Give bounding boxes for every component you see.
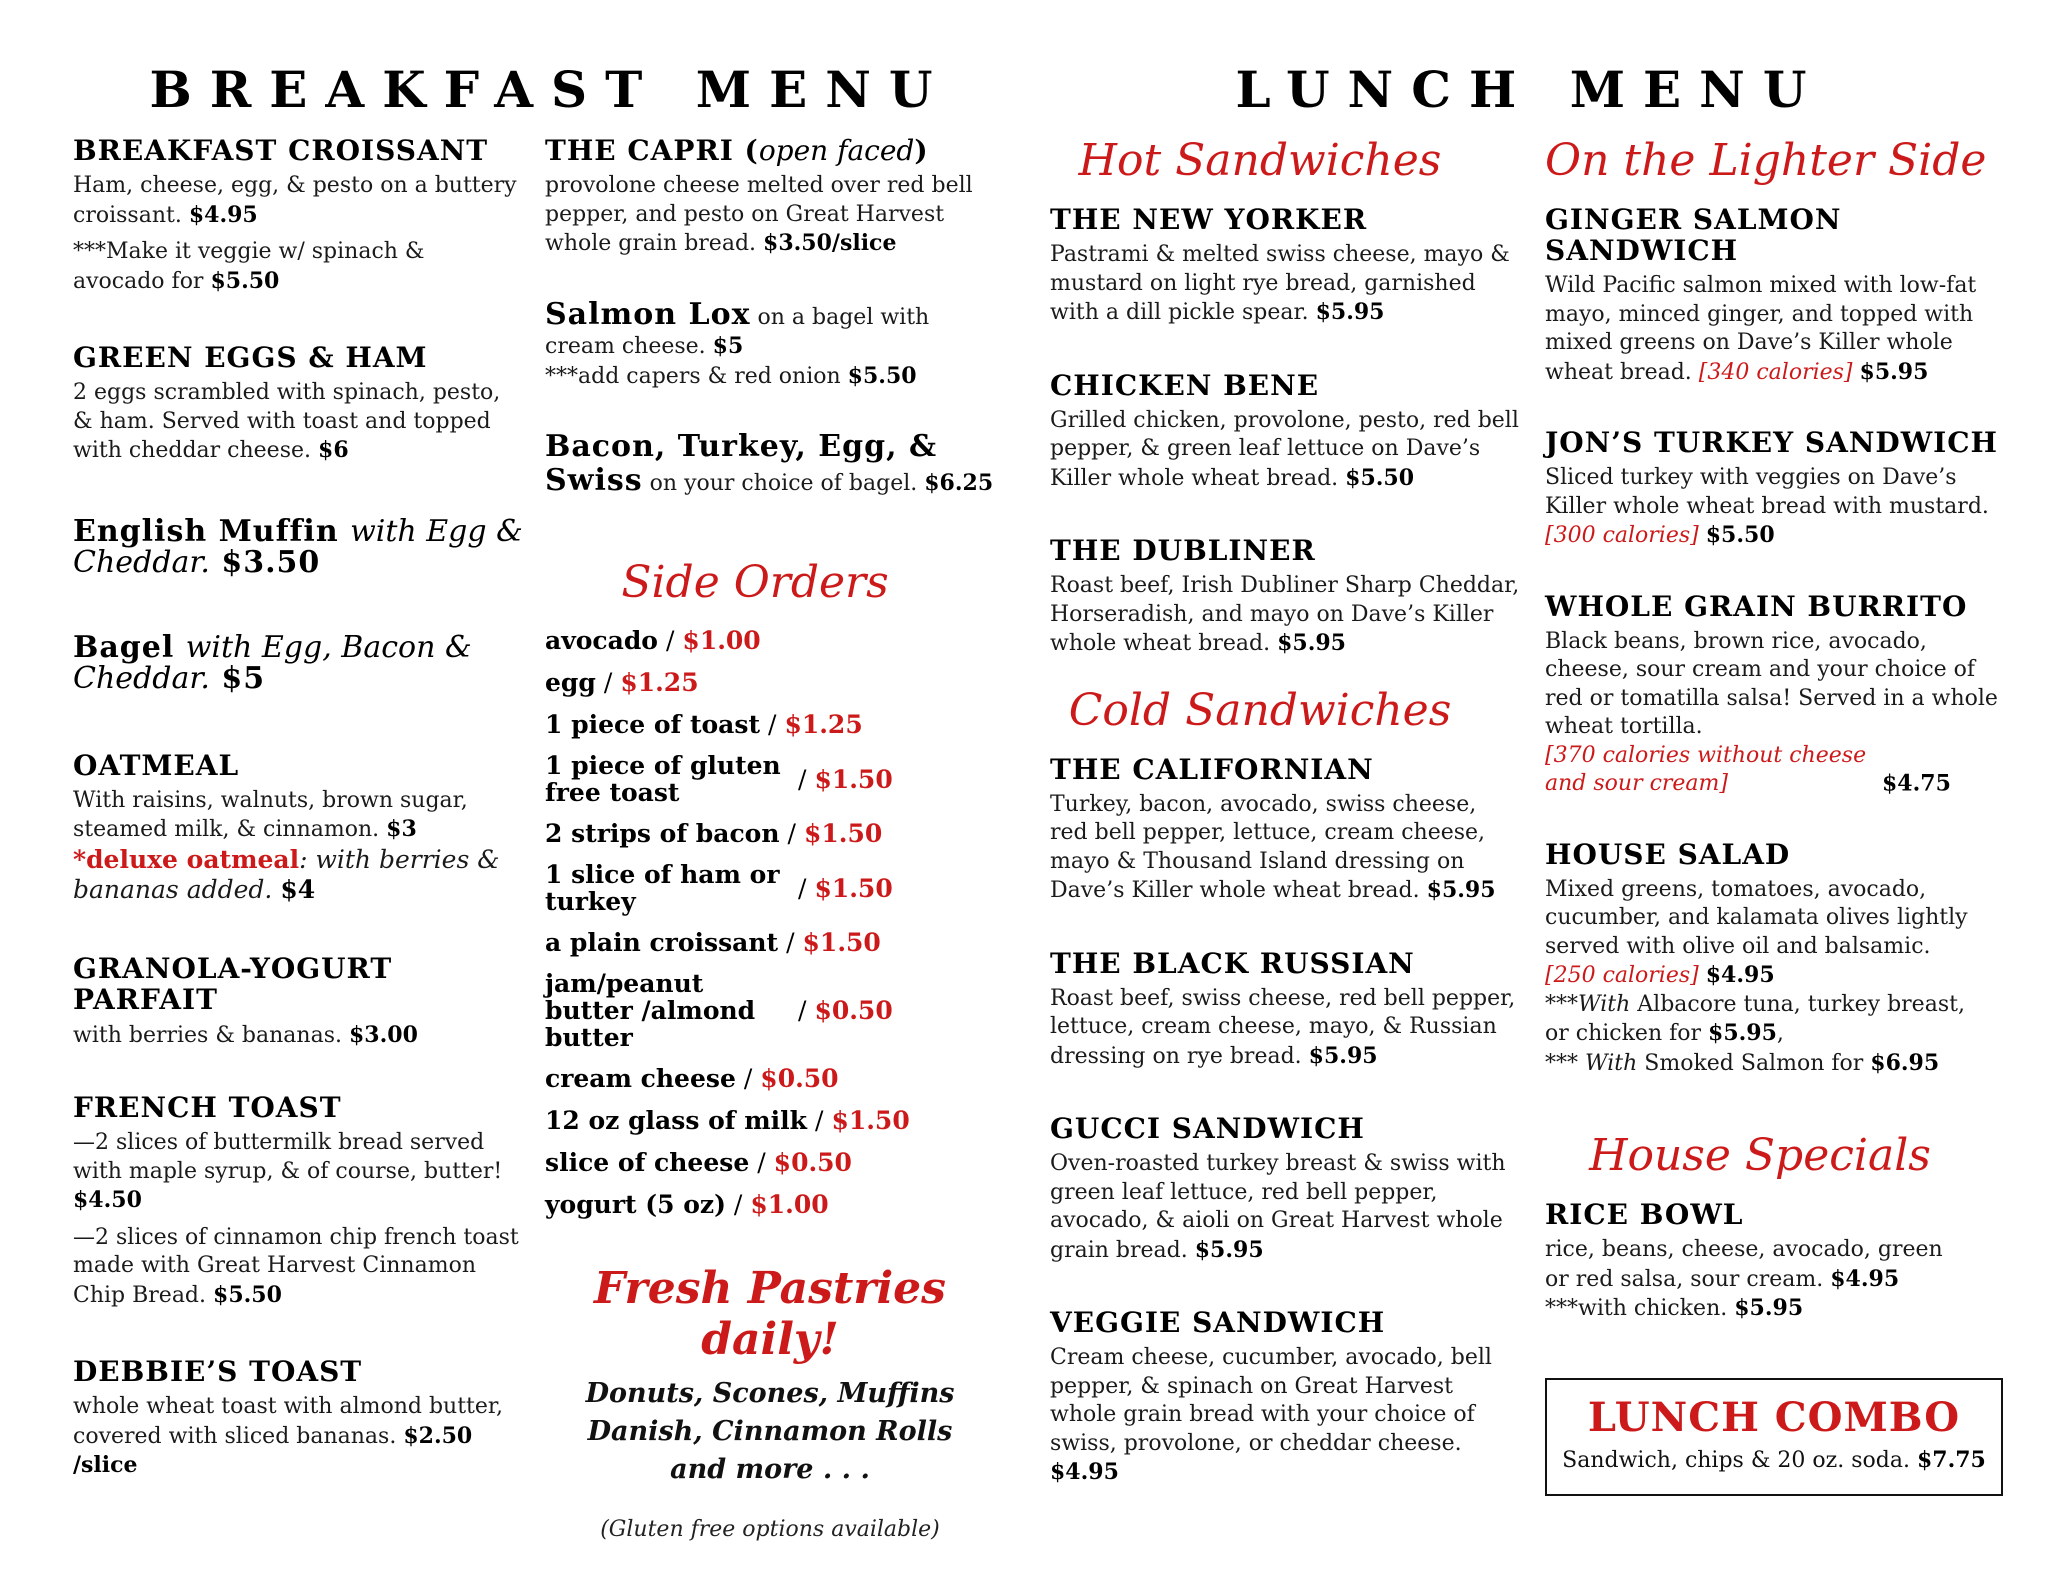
pastries-title: Fresh Pastries daily!: [594, 1263, 946, 1365]
item-desc: Oven-roasted turkey breast & swiss with green leaf lettuce, red bell pepper, avocado, & aioli on Great Harvest whole grain bread.: [1050, 1151, 1506, 1263]
lunch-column-1: [1050, 135, 1520, 1522]
cold-sandwiches-title: Cold Sandwiches: [1068, 684, 1452, 736]
item-price-2: $5.50: [213, 1281, 282, 1308]
item-desc: Turkey, bacon, avocado, swiss cheese, red bell pepper, lettuce, cream cheese, mayo & Thousand Island dressing on Dave’s Killer whole wheat bread.: [1050, 791, 1486, 903]
item-calories: [250 calories]: [1545, 963, 1699, 988]
item-desc: whole wheat toast with almond butter, covered with sliced bananas.: [73, 1394, 504, 1449]
item-name: WHOLE GRAIN BURRITO: [1545, 589, 1968, 623]
side-order-label: yogurt (5 oz): [545, 1190, 726, 1219]
side-order-row: [545, 861, 1005, 915]
side-order-label: slice of cheese: [545, 1148, 750, 1177]
salad-note-1-prefix: ***With: [1545, 991, 1631, 1017]
item-desc: With raisins, walnuts, brown sugar, steamed milk, & cinnamon.: [73, 787, 468, 842]
item-name: FRENCH TOAST: [73, 1091, 342, 1124]
separator: /: [768, 710, 777, 739]
hot-sandwiches-title: Hot Sandwiches: [1078, 135, 1442, 186]
pastry-line: Danish, Cinnamon Rolls: [587, 1416, 953, 1447]
salad-note-2-price: $6.95: [1870, 1049, 1940, 1076]
item-name: BREAKFAST CROISSANT: [73, 134, 489, 167]
menu-item-debbies-toast: [73, 1356, 523, 1481]
item-name: THE CAPRI: [545, 134, 734, 167]
separator: /: [786, 928, 795, 957]
menu-item-salmon-lox: [545, 296, 1005, 392]
menu-item-bagel: [73, 629, 523, 696]
side-order-label: 1 piece of gluten free toast: [545, 751, 781, 807]
side-order-label: egg: [545, 668, 596, 697]
pastries-list: [545, 1375, 995, 1489]
item-name: English Muffin: [73, 513, 339, 549]
separator: /: [743, 1064, 753, 1093]
menu-item-ginger-salmon: [1545, 204, 2015, 387]
item-desc: 2 eggs scrambled with spinach, pesto, & ham. Served with toast and topped with cheddar cheese.: [73, 380, 501, 463]
item-note: ***Make it veggie w/ spinach & avocado for: [73, 239, 425, 294]
side-order-label: a plain croissant: [545, 928, 779, 957]
item-price: $4.95: [1705, 962, 1775, 988]
breakfast-column-2: [545, 135, 1005, 1542]
side-order-price: $0.50: [760, 1064, 839, 1093]
item-name: Salmon Lox: [545, 296, 751, 332]
deluxe-price: $4: [280, 874, 316, 904]
item-desc: Mixed greens, tomatoes, avocado, cucumber, and kalamata olives lightly served with olive oil and balsamic.: [1545, 876, 1968, 959]
menu-item-veggie-sandwich: [1050, 1307, 1520, 1488]
side-order-price: $0.50: [773, 1148, 852, 1177]
item-desc: on a bagel with cream cheese.: [545, 304, 930, 359]
item-price: $5.95: [1315, 299, 1385, 325]
side-order-row: [545, 1190, 1005, 1219]
item-name: THE BLACK RUSSIAN: [1050, 946, 1415, 980]
separator: /: [757, 1148, 766, 1177]
salad-note-1: Albacore tuna, turkey breast, or chicken for: [1545, 991, 1965, 1046]
menu-item-chicken-bene: [1050, 370, 1520, 494]
separator: /: [815, 1106, 824, 1135]
item-price: $6: [318, 437, 349, 463]
menu-item-granola-parfait: [73, 953, 523, 1051]
item-desc: Ham, cheese, egg, & pesto on a buttery croissant.: [73, 173, 517, 228]
menu-item-breakfast-croissant: [73, 135, 523, 296]
item-desc: Sliced turkey with veggies on Dave’s Killer whole wheat bread with mustard.: [1545, 465, 1989, 519]
side-order-price: $1.25: [784, 710, 863, 739]
menu-item-jons-turkey: [1545, 427, 2015, 551]
item-price: $6.25: [924, 470, 994, 496]
item-calories: [300 calories]: [1545, 523, 1699, 548]
item-price: $4.95: [1050, 1459, 1119, 1485]
item-desc: on your choice of bagel.: [649, 471, 918, 496]
item-price: $5.95: [1277, 630, 1346, 656]
item-note-price: $5.50: [847, 362, 917, 389]
item-name: OATMEAL: [73, 748, 240, 782]
item-name-detail: with Egg & Cheddar.: [73, 513, 523, 580]
item-price: $4.50: [73, 1187, 142, 1213]
menu-item-house-salad: HOUSE SALAD Mixed greens, tomatoes, avocado, cucumber, and kalamata olives lightly served with olive oil and balsamic. [250 calories] $4.95 ***With Albacore tuna, turkey breast, or chicken for $5.95, *** With Smoked Salmon for $6.95: [1545, 839, 2015, 1079]
item-name: THE NEW YORKER: [1050, 203, 1368, 236]
item-name: HOUSE SALAD: [1545, 837, 1791, 871]
item-note-price: $5.95: [1734, 1295, 1804, 1321]
separator: /: [798, 873, 807, 903]
side-order-row: [545, 928, 1005, 957]
separator: /: [665, 626, 675, 655]
item-desc: Pastrami & melted swiss cheese, mayo & mustard on light rye bread, garnished with a dill pickle spear.: [1050, 242, 1510, 325]
menu-item-gucci-sandwich: [1050, 1113, 1520, 1265]
side-order-row: [545, 668, 1005, 697]
side-order-row: [545, 970, 1005, 1051]
lunch-menu-title: LUNCH MENU: [1235, 60, 1825, 119]
separator: /: [603, 668, 613, 697]
item-name: CHICKEN BENE: [1050, 368, 1320, 402]
item-calories: [370 calories without cheese and sour cream]: [1545, 742, 1867, 796]
side-order-label: 1 piece of toast: [545, 710, 760, 739]
pastry-line: Donuts, Scones, Muffins: [585, 1378, 955, 1409]
lunch-combo-box: [1545, 1378, 2003, 1496]
item-price: $3.50/slice: [763, 230, 897, 256]
lunch-column-2: [1545, 135, 2015, 1358]
item-name: Bacon, Turkey, Egg, & Swiss: [545, 429, 938, 498]
item-desc: Cream cheese, cucumber, avocado, bell pepper, & spinach on Great Harvest whole grain bread with your choice of swiss, provolone, or cheddar cheese.: [1050, 1345, 1492, 1456]
item-name: DEBBIE’S TOAST: [73, 1355, 363, 1388]
item-desc: rice, beans, cheese, avocado, green or red salsa, sour cream.: [1545, 1237, 1943, 1292]
item-desc: Grilled chicken, provolone, pesto, red bell pepper, & green leaf lettuce on Dave’s Killer whole wheat bread.: [1050, 407, 1519, 491]
menu-item-californian: [1050, 754, 1520, 906]
item-price: $4.95: [188, 201, 258, 228]
deluxe-desc: : with berries & bananas added.: [73, 844, 500, 904]
side-order-row: [545, 1064, 1005, 1093]
salad-note-2-prefix: *** With: [1545, 1050, 1638, 1076]
side-order-row: [545, 710, 1005, 739]
item-price: $5: [712, 333, 744, 359]
side-orders-title: Side Orders: [621, 557, 889, 608]
salad-note-1-price: $5.95: [1708, 1020, 1777, 1046]
separator: /: [733, 1190, 743, 1219]
separator: /: [787, 819, 796, 848]
item-price: $4.75: [1882, 770, 1951, 796]
menu-item-rice-bowl: [1545, 1199, 2015, 1324]
item-name: GREEN EGGS & HAM: [73, 341, 428, 374]
menu-item-new-yorker: [1050, 204, 1520, 328]
separator: /: [798, 764, 807, 794]
item-name: Bagel: [73, 629, 175, 665]
item-name: GUCCI SANDWICH: [1050, 1112, 1365, 1145]
item-price: $5.50: [1345, 464, 1415, 491]
gluten-free-note: (Gluten free options available): [600, 1517, 940, 1542]
item-name: GINGER SALMON SANDWICH: [1545, 203, 1842, 267]
item-price: $2.50 /slice: [73, 1422, 473, 1478]
menu-item-green-eggs-ham: [73, 342, 523, 466]
side-order-price: $1.50: [814, 764, 893, 794]
item-price: $5.95: [1859, 358, 1929, 385]
side-order-label: 1 slice of ham or turkey: [545, 860, 780, 916]
item-price: $3: [386, 816, 417, 842]
side-order-row: [545, 626, 1005, 655]
side-order-label: avocado: [545, 626, 658, 655]
item-name: VEGGIE SANDWICH: [1050, 1306, 1386, 1339]
breakfast-column-1: [73, 135, 523, 1515]
item-price: $5.95: [1194, 1236, 1264, 1263]
side-order-price: $1.00: [682, 626, 761, 655]
salad-note-2: Smoked Salmon for: [1644, 1050, 1864, 1076]
menu-item-whole-grain-burrito: [1545, 591, 2015, 799]
item-desc-2: —2 slices of cinnamon chip french toast made with Great Harvest Cinnamon Chip Bread.: [73, 1224, 519, 1308]
item-price: $3.50: [221, 544, 321, 580]
item-desc: with berries & bananas.: [73, 1022, 342, 1048]
item-name-detail: with Egg, Bacon & Cheddar.: [73, 629, 472, 696]
side-order-price: $1.00: [750, 1190, 829, 1219]
menu-item-the-dubliner: [1050, 535, 1520, 659]
side-order-label: cream cheese: [545, 1064, 736, 1093]
side-order-price: $1.25: [620, 668, 699, 697]
side-order-price: $1.50: [803, 819, 883, 848]
lunch-combo-price: $7.75: [1916, 1447, 1986, 1473]
deluxe-label: *deluxe oatmeal: [73, 844, 300, 874]
lunch-combo-title: LUNCH COMBO: [1587, 1394, 1961, 1441]
item-desc: Wild Pacific salmon mixed with low-fat mayo, minced ginger, and topped with mixed greens on Dave’s Killer whole wheat bread.: [1545, 273, 1977, 385]
item-price: $4.95: [1830, 1265, 1900, 1292]
lighter-side-title: On the Lighter Side: [1545, 135, 1987, 186]
side-order-label: 2 strips of bacon: [545, 819, 780, 848]
item-name: RICE BOWL: [1545, 1198, 1744, 1231]
item-desc: provolone cheese melted over red bell pepper, and pesto on Great Harvest whole grain bread.: [545, 173, 973, 256]
side-order-row: [545, 1148, 1005, 1177]
pastry-line: and more . . .: [670, 1454, 870, 1485]
side-order-price: $0.50: [814, 996, 893, 1025]
item-name: GRANOLA-YOGURT PARFAIT: [73, 951, 393, 1016]
breakfast-menu-title: BREAKFAST MENU: [149, 60, 951, 119]
item-name-detail: open faced: [758, 134, 915, 167]
item-calories: [340 calories]: [1698, 359, 1853, 385]
menu-item-black-russian: [1050, 948, 1520, 1072]
side-order-row: [545, 819, 1005, 848]
item-price: $5.95: [1308, 1042, 1378, 1069]
side-order-row: [545, 752, 1005, 806]
item-desc: Roast beef, Irish Dubliner Sharp Cheddar, Horseradish, and mayo on Dave’s Killer whole wheat bread.: [1050, 573, 1520, 656]
item-desc: —2 slices of buttermilk bread served with maple syrup, & of course, butter!: [73, 1130, 503, 1184]
item-note-price: $5.50: [210, 267, 280, 294]
side-order-label: jam/peanut butter /almond butter: [545, 969, 756, 1052]
item-desc: Black beans, brown rice, avocado, cheese, sour cream and your choice of red or tomatilla salsa! Served in a whole wheat tortilla.: [1545, 628, 1998, 739]
menu-item-french-toast: [73, 1092, 523, 1310]
menu-item-the-capri: THE CAPRI (open faced) provolone cheese melted over red bell pepper, and pesto on Great Harvest whole grain bread. $3.50/slice: [545, 134, 973, 256]
item-name: JON’S TURKEY SANDWICH: [1545, 426, 1998, 459]
side-order-label: 12 oz glass of milk: [545, 1106, 807, 1135]
item-desc: Roast beef, swiss cheese, red bell pepper, lettuce, cream cheese, mayo, & Russian dressing on rye bread.: [1050, 985, 1516, 1069]
item-note: ***with chicken.: [1545, 1296, 1728, 1321]
side-order-price: $1.50: [831, 1106, 910, 1135]
lunch-combo-text: Sandwich, chips & 20 oz. soda.: [1562, 1448, 1910, 1473]
item-note: ***add capers & red onion: [545, 363, 841, 389]
item-price: $5.95: [1426, 877, 1496, 903]
menu-item-bacon-turkey-egg-swiss: [545, 431, 1005, 499]
side-order-price: $1.50: [814, 873, 893, 903]
menu-item-english-muffin: [73, 513, 523, 580]
item-name: THE CALIFORNIAN: [1050, 752, 1374, 786]
side-order-row: [545, 1106, 1005, 1135]
side-order-price: $1.50: [802, 928, 881, 957]
side-orders-list: [545, 626, 1005, 1219]
house-specials-title: House Specials: [1589, 1130, 1931, 1181]
menu-item-oatmeal: [73, 750, 523, 905]
separator: /: [798, 996, 807, 1025]
item-name: THE DUBLINER: [1050, 534, 1316, 567]
item-price: $3.00: [348, 1021, 418, 1048]
item-price: $5: [221, 660, 266, 696]
item-price: $5.50: [1705, 522, 1775, 548]
